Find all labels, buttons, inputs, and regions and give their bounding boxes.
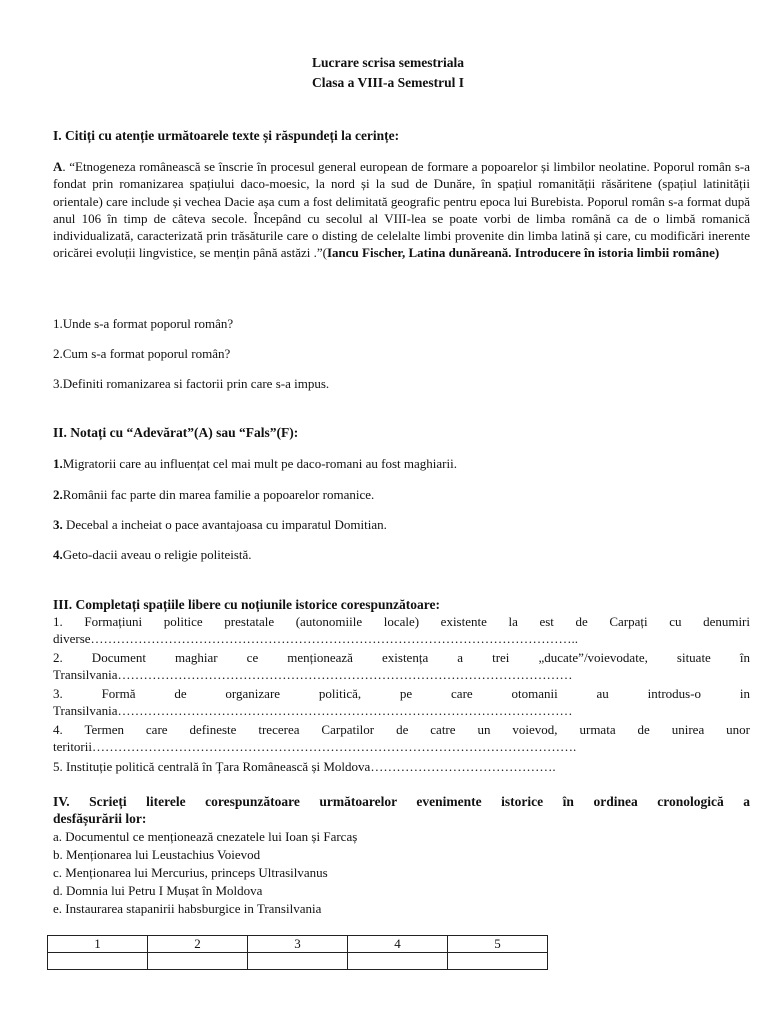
fill-item-4: 4. Termen care defineste trecerea Carpatilor de catre un voievod, urmata de unirea unor teritorii…………………………………………………………………………………………………. bbox=[53, 722, 750, 754]
answer-cell[interactable] bbox=[248, 953, 348, 970]
question-3: 3.Definiti romanizarea si factorii prin care s-a impus. bbox=[53, 376, 330, 391]
source-citation: Iancu Fischer, Latina dunăreană. Introducere în istoria limbii române) bbox=[326, 245, 720, 261]
section-2-heading: II. Notați cu “Adevărat”(A) sau “Fals”(F): bbox=[53, 425, 299, 440]
fill-item-3: 3. Formă de organizare politică, pe care otomanii au introdus-o in Transilvania…………………………………………………………………………………………… bbox=[53, 686, 750, 718]
fill-item-5: 5. Instituție politică centrală în Țara Românească și Moldova……………………………………. bbox=[53, 759, 556, 774]
statement-3: 3. Decebal a incheiat o pace avantajoasa cu imparatul Domitian. bbox=[53, 517, 387, 532]
source-label: A bbox=[53, 159, 63, 174]
table-answer-row bbox=[48, 953, 548, 970]
table-header-cell: 1 bbox=[48, 936, 148, 953]
question-2: 2.Cum s-a format poporul român? bbox=[53, 346, 231, 361]
section-3-heading: III. Completați spațiile libere cu noțiunile istorice corespunzătoare: bbox=[53, 597, 440, 612]
event-c: c. Menționarea lui Mercurius, princeps Ultrasilvanus bbox=[53, 865, 328, 880]
statement-1: 1.Migratorii care au influențat cel mai mult pe daco-romani au fost maghiarii. bbox=[53, 456, 457, 471]
table-header-cell: 5 bbox=[448, 936, 548, 953]
answer-cell[interactable] bbox=[148, 953, 248, 970]
event-a: a. Documentul ce menționează cnezatele lui Ioan și Farcaș bbox=[53, 829, 358, 844]
worksheet-subtitle: Clasa a VIII-a Semestrul I bbox=[311, 75, 464, 90]
table-header-row bbox=[48, 936, 548, 953]
source-quote: . “Etnogeneza românească se înscrie în procesul general european de formare a popoarelor și limbilor neolatine. Poporul român s-a fondat prin romanizarea spațiului daco-moesic, la nord și la sud de Dunăre, în spațiul romanității răsăritene (spațiul latinității orientale) care include și vechea Dacie așa cum a fost delimitată geografic pentru epoca lui Burebista. Poporul român s-a format după anul 106 în timp de câteva secole. Începând cu secolul al VIII-lea se poate vorbi de limba română ca de o limbă romanică individualizată, caracterizată prin trăsăturile care o disting de celelalte limbi provenite din limba latină și care, cu modificări inerente oricărei evoluții lingvistice, se mențin până astăzi .”( bbox=[53, 159, 750, 261]
table-header-cell: 2 bbox=[148, 936, 248, 953]
answer-cell[interactable] bbox=[348, 953, 448, 970]
section-4-heading: IV. Scrieți literele corespunzătoare următoarelor evenimente istorice în ordinea cronologică a bbox=[53, 794, 750, 809]
fill-item-2: 2. Document maghiar ce menționează existența a trei „ducate”/voievodate, situate în Transilvania…………………………………………………………………………………………… bbox=[53, 650, 750, 682]
question-1: 1.Unde s-a format poporul român? bbox=[53, 316, 234, 331]
statement-2: 2.Românii fac parte din marea familie a popoarelor romanice. bbox=[53, 487, 375, 502]
event-d: d. Domnia lui Petru I Mușat în Moldova bbox=[53, 883, 263, 898]
section-1-heading: I. Citiți cu atenție următoarele texte și răspundeți la cerințe: bbox=[53, 128, 400, 143]
fill-item-1: 1. Formațiuni politice prestatale (autonomiile locale) existente la est de Carpați cu denumiri diverse………………………………………………………………………………………………….. bbox=[53, 614, 750, 646]
event-e: e. Instaurarea stapanirii habsburgice in Transilvania bbox=[53, 901, 322, 916]
section-4-heading-cont: desfășurării lor: bbox=[53, 811, 147, 826]
worksheet-title: Lucrare scrisa semestriala bbox=[312, 55, 464, 70]
statement-4: 4.Geto-dacii aveau o religie politeistă. bbox=[53, 547, 252, 562]
source-text-a bbox=[53, 158, 750, 262]
answer-cell[interactable] bbox=[48, 953, 148, 970]
chronology-answer-table bbox=[47, 935, 548, 970]
event-b: b. Menționarea lui Leustachius Voievod bbox=[53, 847, 261, 862]
table-header-cell: 4 bbox=[348, 936, 448, 953]
answer-cell[interactable] bbox=[448, 953, 548, 970]
table-header-cell: 3 bbox=[248, 936, 348, 953]
